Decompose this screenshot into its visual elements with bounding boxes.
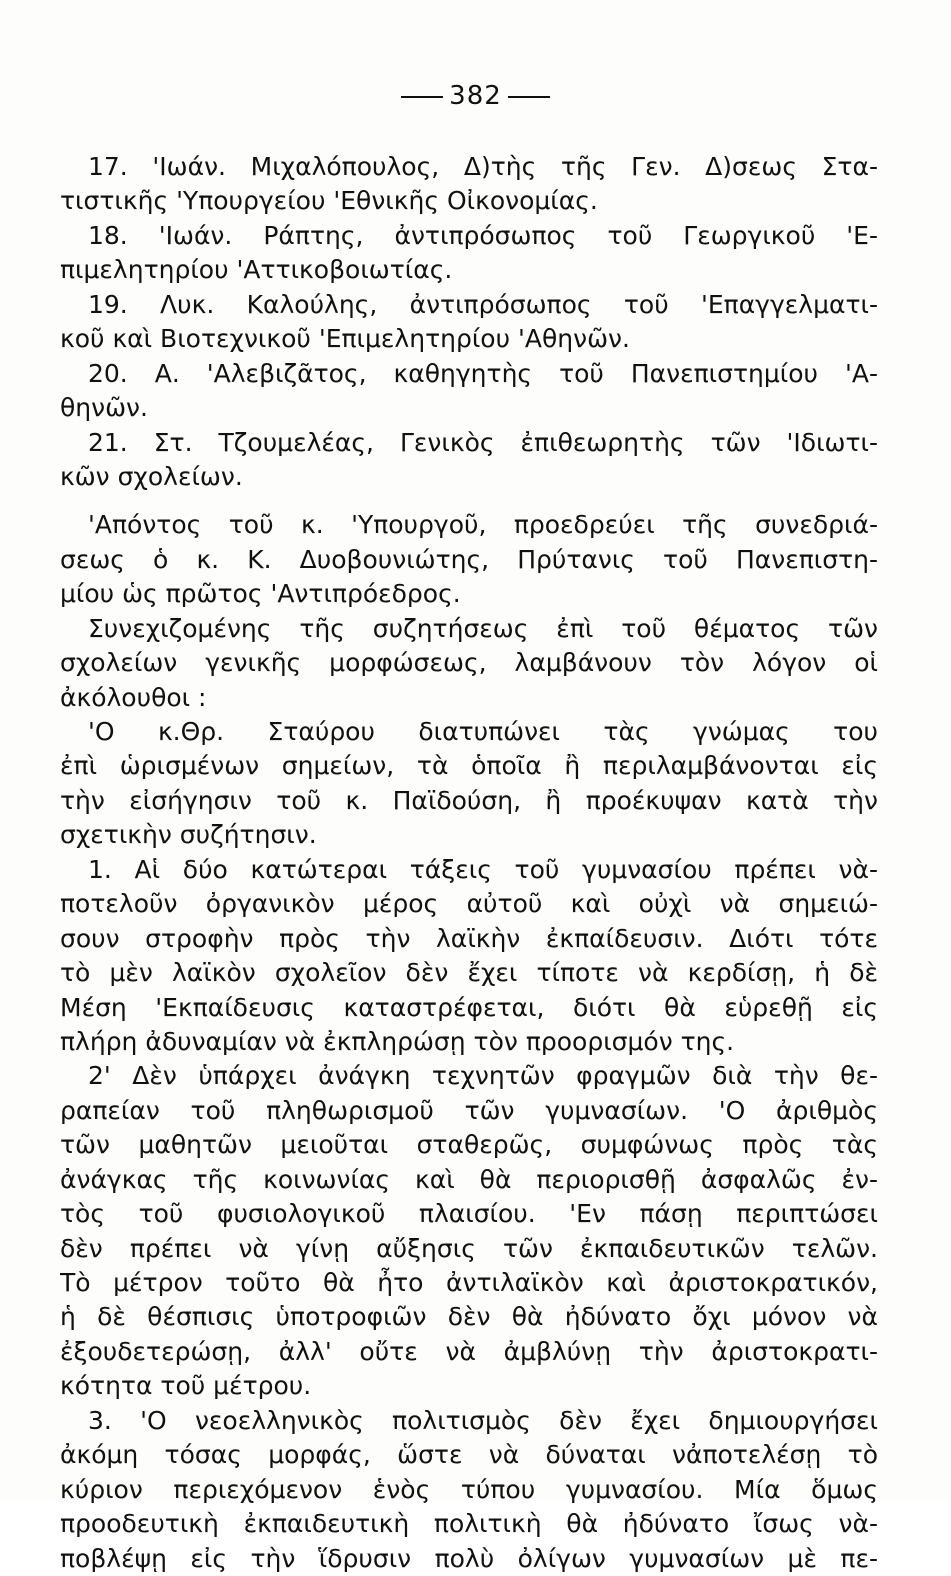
text-line: δὲν πρέπει νὰ γίνῃ αὔξησις τῶν ἐκπαιδευτικῶν τελῶν. xyxy=(60,1233,878,1263)
list-item-20 xyxy=(60,357,878,426)
text-line: κῶν σχολείων. xyxy=(60,461,243,491)
list-item-17 xyxy=(60,150,878,219)
point-2 xyxy=(60,1059,878,1403)
point-1 xyxy=(60,853,878,1060)
text-line: 21. Στ. Τζουμελέας, Γενικὸς ἐπιθεωρητὴς τῶν 'Ιδιωτι- xyxy=(88,427,878,457)
text-line: κότητα τοῦ μέτρου. xyxy=(60,1371,312,1401)
text-line: μίου ὡς πρῶτος 'Αντιπρόεδρος. xyxy=(60,579,461,609)
text-line: τιστικῆς 'Υπουργείου 'Εθνικῆς Οἰκονομίας. xyxy=(60,186,598,216)
text-line: ποτελοῦν ὀργανικὸν μέρος αὐτοῦ καὶ οὐχὶ νὰ σημειώ- xyxy=(60,889,878,919)
list-item-21 xyxy=(60,426,878,495)
text-line: ἐπὶ ὡρισμένων σημείων, τὰ ὁποῖα ἢ περιλαμβάνονται εἰς xyxy=(60,751,878,781)
text-line: κύριον περιεχόμενον ἑνὸς τύπου γυμνασίου. Μία ὅμως xyxy=(60,1474,878,1504)
text-line: ἀκόλουθοι : xyxy=(60,682,207,712)
text-line: 3. 'Ο νεοελληνικὸς πολιτισμὸς δὲν ἔχει δημιουργήσει xyxy=(88,1405,878,1435)
text-line: τῶν μαθητῶν μειοῦται σταθερῶς, συμφώνως πρὸς τὰς xyxy=(60,1130,878,1160)
text-line: Συνεχιζομένης τῆς συζητήσεως ἐπὶ τοῦ θέματος τῶν xyxy=(88,613,878,643)
text-line: 'Ο κ.Θρ. Σταύρου διατυπώνει τὰς γνώμας του xyxy=(88,717,878,746)
text-line: 18. 'Ιωάν. Ράπτης, ἀντιπρόσωπος τοῦ Γεωργικοῦ 'Ε- xyxy=(88,220,878,250)
text-line: ραπείαν τοῦ πληθωρισμοῦ τῶν γυμνασίων. 'Ο ἀριθμὸς xyxy=(60,1095,878,1125)
text-line: θηνῶν. xyxy=(60,393,148,423)
point-3 xyxy=(60,1404,878,1576)
text-line: κοῦ καὶ Βιοτεχνικοῦ 'Επιμελητηρίου 'Αθηνῶν. xyxy=(60,324,630,354)
text-line: τὴν εἰσήγησιν τοῦ κ. Παϊδούση, ἢ προέκυψαν κατὰ τὴν xyxy=(60,785,878,815)
page-number xyxy=(0,80,951,112)
page-body xyxy=(60,150,878,1576)
text-line: ἀκόμη τόσας μορφάς, ὥστε νὰ δύναται νἀποτελέσῃ τὸ xyxy=(60,1440,878,1470)
text-line: 2' Δὲν ὑπάρχει ἀνάγκη τεχνητῶν φραγμῶν διὰ τὴν θε- xyxy=(88,1061,878,1091)
text-line: πιμελητηρίου 'Αττικοβοιωτίας. xyxy=(60,255,453,285)
text-line: πλήρη ἀδυναμίαν νὰ ἐκπληρώσῃ τὸν προορισμόν της. xyxy=(60,1026,735,1056)
text-line: σουν στροφὴν πρὸς τὴν λαϊκὴν ἐκπαίδευσιν. Διότι τότε xyxy=(60,923,878,953)
list-item-18 xyxy=(60,219,878,288)
text-line: ἀνάγκας τῆς κοινωνίας καὶ θὰ περιορισθῇ ἀσφαλῶς ἐν- xyxy=(60,1164,878,1194)
text-line: ἐξουδετερώσῃ, ἀλλ' οὔτε νὰ ἀμβλύνῃ τὴν ἀριστοκρατι- xyxy=(60,1336,878,1366)
text-line: 1. Αἱ δύο κατώτεραι τάξεις τοῦ γυμνασίου πρέπει νὰ- xyxy=(88,854,878,884)
text-line: τὸς τοῦ φυσιολογικοῦ πλαισίου. 'Εν πάσῃ περιπτώσει xyxy=(60,1199,878,1229)
dash-left xyxy=(401,96,443,98)
text-line: προοδευτικὴ ἐκπαιδευτικὴ πολιτικὴ θὰ ἠδύνατο ἴσως νὰ- xyxy=(60,1509,878,1539)
paragraph-stavrou xyxy=(60,715,878,853)
dash-right xyxy=(508,96,550,98)
text-line: 20. Α. 'Αλεβιζᾶτος, καθηγητὴς τοῦ Πανεπιστημίου 'Α- xyxy=(88,358,878,388)
page-number-text: 382 xyxy=(449,81,502,111)
text-line: σεως ὁ κ. Κ. Δυοβουνιώτης, Πρύτανις τοῦ Πανεπιστη- xyxy=(60,544,878,574)
list-item-19 xyxy=(60,288,878,357)
text-line: ποβλέψῃ εἰς τὴν ἵδρυσιν πολὺ ὀλίγων γυμνασίων μὲ πε- xyxy=(60,1543,878,1573)
text-line: ἡ δὲ θέσπισις ὑποτροφιῶν δὲν θὰ ἠδύνατο ὄχι μόνον νὰ xyxy=(60,1302,878,1332)
text-line: σχετικὴν συζήτησιν. xyxy=(60,820,317,850)
text-line: Μέση 'Εκπαίδευσις καταστρέφεται, διότι θὰ εὑρεθῇ εἰς xyxy=(60,992,878,1022)
text-line: 19. Λυκ. Καλούλης, ἀντιπρόσωπος τοῦ 'Επαγγελματι- xyxy=(88,289,878,319)
paragraph-presiding xyxy=(60,508,878,611)
text-line: 'Απόντος τοῦ κ. 'Υπουργοῦ, προεδρεύει τῆς συνεδριά- xyxy=(88,510,878,540)
text-line: 17. 'Ιωάν. Μιχαλόπουλος, Δ)τὴς τῆς Γεν. Δ)σεως Στα- xyxy=(88,152,878,181)
text-line: σχολείων γενικῆς μορφώσεως, λαμβάνουν τὸν λόγον οἱ xyxy=(60,648,878,678)
paragraph-discussion xyxy=(60,612,878,715)
text-line: τὸ μὲν λαϊκὸν σχολεῖον δὲν ἔχει τίποτε νὰ κερδίσῃ, ἡ δὲ xyxy=(60,958,878,988)
paragraph-gap xyxy=(88,494,878,508)
text-line: Τὸ μέτρον τοῦτο θὰ ἦτο ἀντιλαϊκὸν καὶ ἀριστοκρατικόν, xyxy=(60,1268,878,1297)
